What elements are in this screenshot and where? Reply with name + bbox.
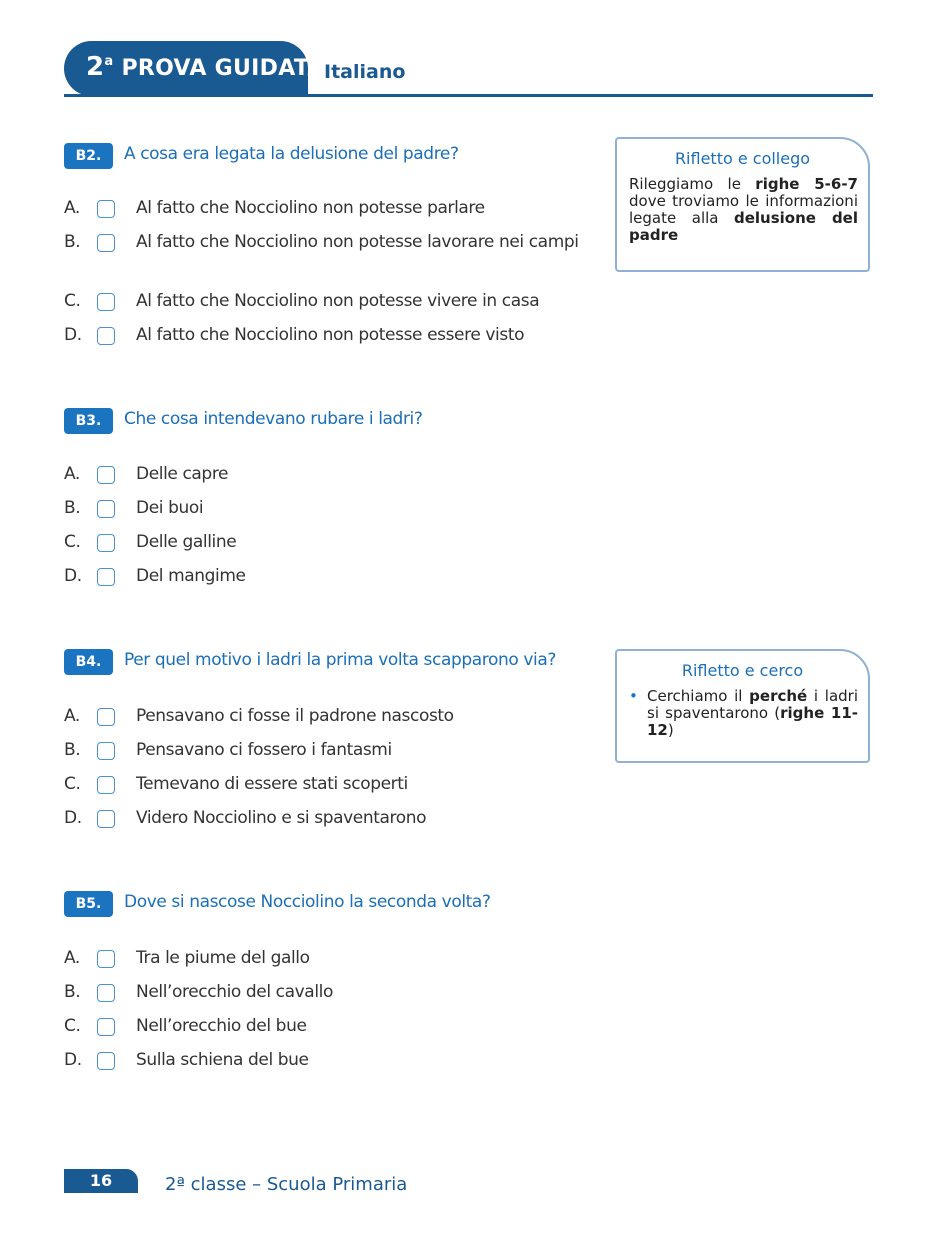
hint-box-rifletto-cerco (615, 649, 870, 763)
option-text: Delle galline (136, 532, 237, 552)
hint-body (617, 176, 868, 252)
hint-title: Rifletto e collego (674, 149, 811, 168)
option-text: Dei buoi (136, 498, 204, 518)
option-text: Tra le piume del gallo (136, 948, 310, 968)
header-divider (64, 94, 873, 97)
hint-text: ) (667, 721, 674, 739)
option-letter: B. (64, 498, 81, 518)
checkbox[interactable] (97, 742, 115, 760)
question-badge: B5. (64, 891, 113, 917)
option-letter: D. (64, 808, 82, 828)
checkbox[interactable] (97, 327, 115, 345)
option-text: Temevano di essere stati scoperti (136, 774, 408, 794)
option-letter: C. (64, 291, 81, 311)
option-letter: D. (64, 566, 82, 586)
option-letter: A. (64, 198, 80, 218)
question-text: Dove si nascose Nocciolino la seconda volta? (124, 892, 491, 912)
option-text: Videro Nocciolino e si spaventarono (136, 808, 427, 828)
checkbox[interactable] (97, 500, 115, 518)
header-number: 2 (86, 52, 105, 82)
hint-title: Rifletto e cerco (681, 661, 804, 680)
hint-bold: righe 11-12 (647, 704, 858, 739)
option-letter: D. (64, 325, 82, 345)
checkbox[interactable] (97, 234, 115, 252)
question-text: A cosa era legata la delusione del padre? (124, 144, 459, 164)
hint-box-rifletto-collego (615, 137, 870, 272)
hint-bold: righe 5-6-7 (755, 175, 858, 193)
checkbox[interactable] (97, 950, 115, 968)
checkbox[interactable] (97, 293, 115, 311)
option-letter: C. (64, 532, 81, 552)
hint-text: i ladri si spaventarono ( (647, 687, 858, 722)
option-text: Al fatto che Nocciolino non potesse essere visto (136, 325, 525, 345)
footer-text: 2ª classe – Scuola Primaria (165, 1174, 408, 1195)
bullet-icon: • (629, 687, 638, 705)
option-text: Al fatto che Nocciolino non potesse vivere in casa (136, 291, 540, 311)
hint-text: Cerchiamo il (647, 687, 750, 705)
option-letter: A. (64, 706, 80, 726)
option-letter: A. (64, 464, 80, 484)
checkbox[interactable] (97, 708, 115, 726)
option-text: Sulla schiena del bue (136, 1050, 309, 1070)
question-badge: B2. (64, 143, 113, 169)
question-text: Che cosa intendevano rubare i ladri? (124, 409, 423, 429)
checkbox[interactable] (97, 984, 115, 1002)
option-text: Al fatto che Nocciolino non potesse parlare (136, 198, 485, 218)
option-text: Pensavano ci fosse il padrone nascosto (136, 706, 454, 726)
hint-bold: perché (749, 687, 808, 705)
subject-label: Italiano (324, 61, 406, 83)
page-header (64, 41, 873, 98)
page-number: 16 (64, 1169, 138, 1193)
checkbox[interactable] (97, 810, 115, 828)
option-letter: B. (64, 740, 81, 760)
header-title-text: PROVA GUIDATA (121, 56, 325, 81)
option-letter: B. (64, 232, 81, 252)
option-text: Delle capre (136, 464, 229, 484)
hint-body (617, 688, 868, 747)
option-text: Nell’orecchio del cavallo (136, 982, 333, 1002)
option-text: Del mangime (136, 566, 246, 586)
hint-bold: delusione del padre (629, 209, 858, 244)
option-text: Nell’orecchio del bue (136, 1016, 307, 1036)
question-text: Per quel motivo i ladri la prima volta scapparono via? (124, 650, 556, 670)
option-letter: C. (64, 1016, 81, 1036)
option-text: Al fatto che Nocciolino non potesse lavorare nei campi (136, 232, 579, 252)
option-letter: C. (64, 774, 81, 794)
option-letter: D. (64, 1050, 82, 1070)
checkbox[interactable] (97, 776, 115, 794)
checkbox[interactable] (97, 1052, 115, 1070)
header-tab (64, 41, 325, 96)
option-letter: B. (64, 982, 81, 1002)
header-superscript: a (104, 53, 114, 69)
option-text: Pensavano ci fossero i fantasmi (136, 740, 392, 760)
option-letter: A. (64, 948, 80, 968)
question-badge: B3. (64, 408, 113, 434)
checkbox[interactable] (97, 466, 115, 484)
checkbox[interactable] (97, 568, 115, 586)
checkbox[interactable] (97, 200, 115, 218)
checkbox[interactable] (97, 534, 115, 552)
hint-text: Rileggiamo le (629, 175, 756, 193)
header-title (86, 52, 325, 82)
hint-text: dove troviamo le informazioni legate alla (629, 192, 858, 227)
checkbox[interactable] (97, 1018, 115, 1036)
question-badge: B4. (64, 649, 113, 675)
